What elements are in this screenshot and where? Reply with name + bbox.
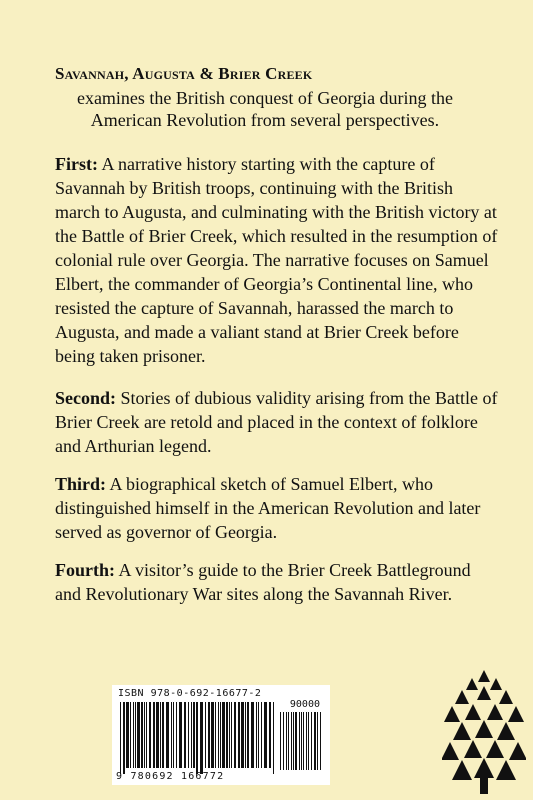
- section-text: Stories of dubious validity arising from the Battle of Brier Creek are retold and placed in the context of folklore and Arthurian legend.: [55, 388, 498, 456]
- section-text: A biographical sketch of Samuel Elbert, who distinguished himself in the American Revolution and later served as governor of Georgia.: [55, 474, 481, 542]
- book-title: Savannah, Augusta & Brier Creek: [55, 64, 313, 83]
- section-fourth: [55, 558, 500, 606]
- price-code: 90000: [289, 699, 320, 710]
- barcode-bars: [120, 702, 276, 774]
- section-label: Fourth:: [55, 560, 115, 580]
- section-first: [55, 152, 500, 368]
- publisher-logo-icon: [442, 668, 526, 794]
- section-text: A narrative history starting with the capture of Savannah by British troops, continuing with the British march to Augusta, and culminating with the British victory at the Battle of Brier Creek, which resulted in the resumption of colonial rule over Georgia. The narrative focuses on Samuel Elbert, the commander of Georgia’s Continental line, who resisted the capture of Savannah, harassed the march to Augusta, and made a valiant stand at Brier Creek before being taken prisoner.: [55, 154, 498, 366]
- barcode-digits: 9 780692 166772: [116, 771, 225, 782]
- section-second: [55, 386, 500, 458]
- section-text: A visitor’s guide to the Brier Creek Battleground and Revolutionary War sites along the Savannah River.: [55, 560, 471, 604]
- section-third: [55, 472, 500, 544]
- barcode-supplement-bars: [280, 712, 322, 774]
- section-label: First:: [55, 154, 98, 174]
- section-label: Third:: [55, 474, 107, 494]
- section-label: Second:: [55, 388, 117, 408]
- isbn-number: ISBN 978-0-692-16677-2: [118, 688, 262, 699]
- intro-paragraph: examines the British conquest of Georgia during the American Revolution from several perspectives.: [76, 88, 454, 130]
- isbn-barcode: [112, 685, 330, 785]
